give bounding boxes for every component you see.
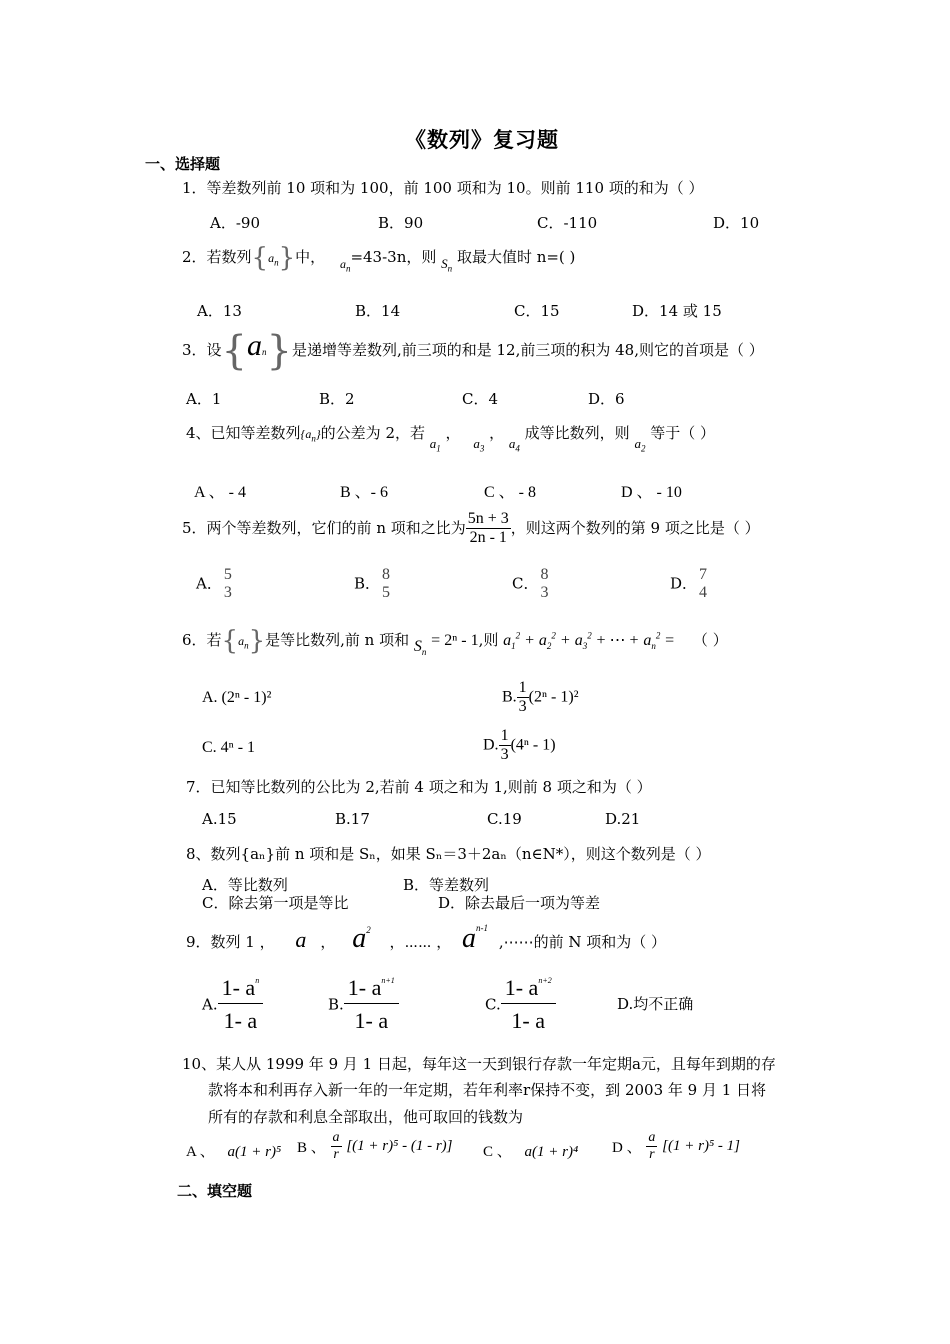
term-a2-symbol: $a_2$ (634, 436, 646, 454)
question-2-mid1: 中， (295, 248, 326, 266)
fraction-denominator: 1- a (511, 1008, 546, 1034)
question-3-prefix: 3．设 (182, 341, 222, 359)
question-10-line-1: 10、某人从 1999 年 9 月 1 日起，每年这一天到银行存款一年定期a元，且每年到期的存 (182, 1055, 776, 1073)
question-4-suffix: 等于（ ） (650, 424, 715, 442)
section-fill-heading: 二、填空题 (177, 1182, 253, 1200)
option-label: A 、 (186, 1144, 215, 1160)
question-4-option-b: B 、- 6 (340, 484, 389, 501)
term-a4-symbol: $a_4$ (508, 436, 520, 454)
question-1-option-a: A．-90 (210, 214, 260, 232)
question-10-line-2: 款将本和利再存入新一年的一年定期，若年利率r保持不变，到 2003 年 9 月 1 日将 (208, 1081, 767, 1099)
numerator-text: 1- a (347, 975, 382, 1000)
sequence-symbol: a (247, 329, 262, 362)
option-expression: a(1 + r)⁴ (524, 1144, 579, 1160)
term-a-power-base: a (462, 923, 477, 954)
question-10-option-c (483, 1140, 578, 1161)
sum-sn-symbol: $S_n$ (441, 256, 453, 274)
question-8-option-d: D．除去最后一项为等差 (438, 894, 601, 912)
question-2-prefix: 2．若数列 (182, 248, 252, 266)
question-10-line-3: 所有的存款和利息全部取出，他可取回的钱数为 (208, 1108, 524, 1126)
fraction-numerator: 8 (540, 566, 549, 583)
fraction-denominator: 5 (382, 584, 391, 602)
option-label: C. (485, 995, 501, 1014)
question-2-mid2: =43-3n，则 (350, 248, 437, 266)
question-7-option-a: A.15 (202, 810, 237, 828)
exponent-n-minus-1: n-1 (476, 923, 489, 933)
term-an-symbol: an (339, 257, 351, 274)
question-3-option-a: A．1 (186, 390, 222, 408)
question-6-then: ,则 (478, 631, 499, 649)
option-label: B. (328, 995, 344, 1014)
numerator-text: 1- a (221, 975, 256, 1000)
question-6-option-c: C. 4ⁿ - 1 (202, 739, 256, 756)
fraction-numerator (501, 975, 556, 1004)
numerator-exponent: n (255, 976, 260, 985)
question-9-stem: 9．数列 1 ， a ， $a^2$ ，⋯⋯ ， $a^{n-1}$ ,⋯⋯的前 N 项和为（ ） (186, 923, 667, 954)
fraction-numerator (218, 975, 264, 1004)
question-8-option-b: B．等差数列 (403, 876, 490, 894)
subscript-n: n (262, 347, 267, 357)
question-2-option-d: D．14 或 15 (632, 302, 722, 320)
fraction-denominator: 4 (699, 584, 708, 602)
question-6-mid: 是等比数列,前 n 项和 (265, 631, 410, 649)
sequence-symbol: $a_n$ (238, 634, 249, 651)
question-9-option-c (485, 975, 556, 1034)
option-fraction (380, 566, 392, 603)
last-square-term: $a_n^2$ (643, 630, 661, 652)
option-label: A． (196, 574, 222, 593)
question-10-option-d (612, 1130, 740, 1163)
question-2-option-a: A．13 (197, 302, 242, 320)
question-9-option-d: D.均不正确 (617, 995, 694, 1013)
question-8-option-a: A．等比数列 (202, 876, 288, 894)
option-fraction (697, 566, 709, 603)
question-6-option-b (502, 679, 579, 717)
brace-left: { (251, 243, 269, 273)
term-a-symbol: a (295, 927, 307, 952)
fraction-denominator: 2n - 1 (469, 529, 507, 547)
question-4-option-c: C 、 - 8 (484, 484, 537, 501)
option-fraction (218, 975, 264, 1034)
fraction-denominator: 3 (540, 584, 549, 602)
question-5-option-b (354, 566, 392, 603)
question-9-prefix: 9．数列 1 ， (186, 933, 275, 951)
question-5-suffix: ，则这两个数列的第 9 项之比是（ ） (510, 518, 760, 537)
sum-ratio-fraction (466, 510, 511, 548)
question-9-option-b (328, 975, 399, 1034)
fraction-denominator: 3 (518, 698, 527, 716)
ellipsis: ，⋯⋯ ， (389, 933, 452, 951)
fraction-numerator: 1 (517, 679, 529, 698)
option-label: C． (512, 574, 539, 593)
question-1-option-d: D．10 (713, 214, 760, 232)
question-10-option-a (186, 1140, 281, 1161)
option-expression: [(1 + r)⁵ - 1] (662, 1138, 740, 1155)
brace-right: } (266, 328, 292, 374)
numerator-exponent: n+2 (538, 976, 552, 985)
option-fraction (646, 1130, 657, 1163)
question-4-prefix: 4、已知等差数列 (186, 424, 301, 442)
fraction-numerator: 1 (499, 727, 511, 746)
option-fraction (331, 1130, 342, 1163)
option-expression: a(1 + r)⁵ (227, 1144, 282, 1160)
brace-right: } (248, 626, 266, 656)
ellipsis-plus: + ⋯ + (596, 632, 639, 649)
question-2-suffix: 取最大值时 n=( ) (456, 248, 576, 266)
question-10-option-b (297, 1130, 453, 1163)
question-2-option-b: B．14 (355, 302, 401, 320)
option-expression: (4ⁿ - 1) (510, 736, 556, 754)
question-5-stem (182, 510, 760, 548)
question-4-mid2: 成等比数列，则 (524, 424, 630, 442)
question-8-option-c: C．除去第一项是等比 (202, 894, 349, 912)
fraction-numerator: 8 (382, 566, 391, 583)
equals-sign: = (665, 632, 675, 649)
sequence-symbol: $\{a_n\}$ (300, 427, 321, 444)
question-4-mid1: 的公差为 2，若 (320, 424, 425, 442)
question-9-suffix: ,⋯⋯的前 N 项和为（ ） (498, 933, 667, 951)
question-2-option-c: C．15 (514, 302, 560, 320)
sum-sn-symbol: $S_n$ (413, 638, 427, 658)
fraction-denominator: r (333, 1147, 339, 1163)
question-7-option-d: D.21 (605, 810, 641, 828)
option-expression: (2ⁿ - 1)² (528, 688, 579, 706)
fraction-numerator (344, 975, 399, 1004)
question-3-stem (182, 328, 764, 374)
option-label: D． (670, 574, 698, 593)
term-a1-symbol: $a_1$ (429, 436, 441, 454)
fraction-denominator: r (649, 1147, 655, 1163)
question-1-option-c: C．-110 (537, 214, 598, 232)
question-5-option-c (512, 566, 550, 603)
question-1-option-b: B．90 (378, 214, 424, 232)
question-6-option-d (483, 727, 556, 765)
question-3-option-c: C．4 (462, 390, 499, 408)
option-fraction (517, 679, 529, 717)
fraction-denominator: 3 (223, 584, 232, 602)
question-1-stem: 1．等差数列前 10 项和为 100，前 100 项和为 10。则前 110 项的和为（ ） (182, 179, 704, 197)
option-fraction (499, 727, 511, 765)
option-expression: [(1 + r)⁵ - (1 - r)] (346, 1138, 453, 1155)
question-7-option-c: C.19 (487, 810, 522, 828)
fraction-numerator: a (331, 1130, 342, 1147)
question-3-option-b: B．2 (319, 390, 355, 408)
fraction-numerator: 7 (699, 566, 708, 583)
term-a3-symbol: $a_3$ (473, 436, 485, 454)
brace-left: { (221, 328, 247, 374)
option-fraction (344, 975, 399, 1034)
option-label: B 、 (297, 1140, 326, 1157)
option-label: D. (483, 736, 499, 754)
option-label: C 、 (483, 1144, 512, 1160)
question-5-prefix: 5．两个等差数列，它们的前 n 项和之比为 (182, 518, 466, 537)
brace-right: } (278, 243, 296, 273)
exponent-2: 2 (366, 925, 371, 935)
fraction-denominator: 1- a (354, 1008, 389, 1034)
option-label: D 、 (612, 1140, 642, 1157)
fraction-denominator: 3 (500, 746, 509, 764)
question-6-prefix: 6．若 (182, 631, 222, 649)
option-label: B． (354, 574, 381, 593)
brace-left: { (221, 626, 239, 656)
question-3-suffix: 是递增等差数列,前三项的和是 12,前三项的积为 48,则它的首项是（ ） (291, 341, 764, 359)
question-7-stem: 7．已知等比数列的公比为 2,若前 4 项之和为 1,则前 8 项之和为（ ） (186, 778, 652, 796)
question-4-option-d: D 、 - 10 (621, 484, 682, 501)
question-6-stem (182, 626, 728, 657)
question-4-stem: 4、已知等差数列$\{a_n\}$的公差为 2，若 $a_1$ ， $a_3$ ， $a_4$ 成等比数列，则 $a_2$ 等于（ ） (186, 424, 715, 454)
option-label: A. (202, 995, 218, 1014)
squares-sum-expression: $a_1^2 + a_2^2 + a_3^2$ (503, 630, 592, 652)
section-choice-heading: 一、选择题 (145, 155, 221, 173)
question-9-option-a (202, 975, 263, 1034)
question-7-option-b: B.17 (335, 810, 370, 828)
option-fraction (222, 566, 234, 603)
option-fraction (538, 566, 550, 603)
option-fraction (501, 975, 556, 1034)
option-label: B. (502, 688, 517, 706)
question-5-option-d (670, 566, 709, 603)
term-a-squared-base: a (352, 923, 367, 954)
sequence-symbol: $a_n$ (268, 251, 279, 268)
fraction-denominator: 1- a (223, 1008, 258, 1034)
numerator-text: 1- a (504, 975, 539, 1000)
question-4-option-a: A 、 - 4 (194, 484, 247, 501)
page-title: 《数列》复习题 (405, 127, 559, 152)
question-2-stem (182, 243, 575, 274)
sum-formula: = 2ⁿ - 1 (431, 632, 479, 649)
question-5-option-a (196, 566, 234, 603)
question-8-stem: 8、数列{aₙ}前 n 项和是 Sₙ，如果 Sₙ＝3＋2aₙ（n∈N*），则这个数列是（ ） (186, 845, 711, 863)
fraction-numerator: 5n + 3 (466, 510, 511, 529)
numerator-exponent: n+1 (381, 976, 395, 985)
question-3-option-d: D．6 (588, 390, 625, 408)
fraction-numerator: a (646, 1130, 657, 1147)
fraction-numerator: 5 (223, 566, 232, 583)
question-6-option-a: A. (2ⁿ - 1)² (202, 689, 272, 706)
question-6-paren: （ ） (692, 631, 728, 649)
